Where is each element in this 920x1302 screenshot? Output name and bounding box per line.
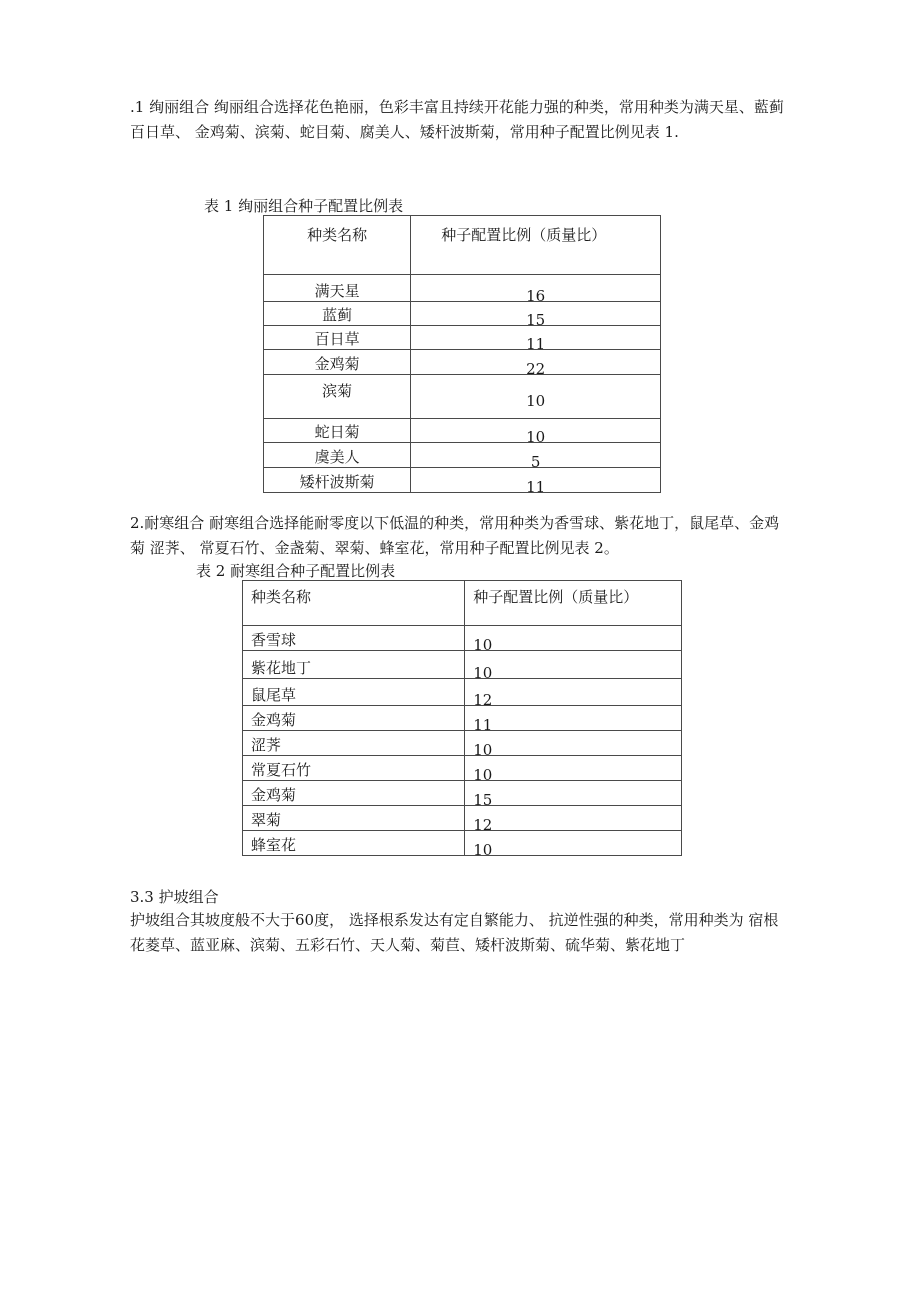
table1-species-cell: 百日草	[264, 326, 411, 350]
table1-ratio-cell: 15	[526, 311, 546, 329]
table1-caption: 表 1 绚丽组合种子配置比例表	[204, 197, 404, 215]
table2-species-cell: 金鸡菊	[243, 706, 465, 731]
table1-species-cell: 金鸡菊	[264, 350, 411, 375]
table-row	[264, 375, 661, 419]
table1-ratio-cell: 10	[526, 391, 546, 410]
table1-header-species: 种类名称	[264, 216, 411, 275]
table-row	[243, 679, 682, 706]
table2-ratio-cell: 10	[473, 766, 493, 784]
table2-species-cell: 常夏石竹	[243, 756, 465, 781]
table-row	[264, 326, 661, 350]
table2-ratio-cell: 11	[473, 716, 493, 734]
table2-ratio-cell: 10	[473, 636, 493, 654]
table1-ratio-cell: 11	[526, 478, 546, 496]
table-row	[243, 731, 682, 756]
table-row	[264, 302, 661, 326]
table-row	[243, 806, 682, 831]
table-row	[264, 350, 661, 375]
table1-ratio-cell: 16	[526, 287, 546, 305]
table1-ratio-cell: 5	[530, 453, 541, 471]
table2-ratio-cell: 12	[473, 691, 493, 709]
table2-species-cell: 涩荠	[243, 731, 465, 756]
table1-header-ratio: 种子配置比例（质量比）	[411, 216, 661, 275]
table1-species-cell: 满天星	[264, 275, 411, 302]
table1-species-cell: 滨菊	[264, 375, 411, 419]
table1-species-cell: 虞美人	[264, 443, 411, 468]
table1-ratio-cell: 22	[526, 360, 546, 378]
table1-species-cell: 蛇日菊	[264, 419, 411, 443]
table1-ratio-cell: 11	[526, 335, 546, 353]
table1-header-row	[264, 216, 661, 275]
table2-species-cell: 翠菊	[243, 806, 465, 831]
table2-species-cell: 鼠尾草	[243, 679, 465, 706]
section3-paragraph: 护坡组合其坡度般不大于60度， 选择根系发达有定自繁能力、 抗逆性强的种类，常用种类为 宿根花菱草、蓝亚麻、滨菊、五彩石竹、天人菊、菊苣、矮杆波斯菊、硫华菊、紫花地丁	[130, 911, 779, 954]
table-row	[243, 651, 682, 679]
table-row	[243, 831, 682, 856]
table-row	[243, 626, 682, 651]
table1-ratio-cell: 10	[526, 428, 546, 446]
table-row	[264, 443, 661, 468]
table-row	[264, 468, 661, 493]
table2-header-species: 种类名称	[243, 581, 465, 626]
table2-header-row	[243, 581, 682, 626]
table2-ratio-cell: 10	[473, 841, 493, 859]
table2-seed-ratio	[242, 580, 682, 859]
table2-ratio-cell: 12	[473, 816, 493, 834]
section3-heading: 3.3 护坡组合	[130, 888, 219, 906]
section1-paragraph: .1 绚丽组合 绚丽组合选择花色艳丽，色彩丰富且持续开花能力强的种类，常用种类为满天星、藍蓟 百日草、 金鸡菊、滨菊、蛇目菊、腐美人、矮杆波斯菊，常用种子配置比例见表 1.	[130, 98, 784, 141]
table2-species-cell: 香雪球	[243, 626, 465, 651]
table2-header-ratio: 种子配置比例（质量比）	[465, 581, 682, 626]
table1-species-cell: 矮杆波斯菊	[264, 468, 411, 493]
table2-ratio-cell: 10	[473, 741, 493, 759]
table-row	[243, 706, 682, 731]
table-row	[243, 781, 682, 806]
table-row	[243, 756, 682, 781]
table2-ratio-cell: 10	[473, 664, 493, 682]
section2-paragraph: 2.耐寒组合 耐寒组合选择能耐零度以下低温的种类，常用种类为香雪球、紫花地丁，鼠尾草、金鸡菊 涩荠、 常夏石竹、金盏菊、翠菊、蜂室花，常用种子配置比例见表 2。	[130, 514, 780, 557]
table2-species-cell: 蜂室花	[243, 831, 465, 856]
table2-ratio-cell: 15	[473, 791, 493, 809]
table1-seed-ratio	[263, 215, 661, 496]
table1-species-cell: 蓝蓟	[264, 302, 411, 326]
table2-species-cell: 紫花地丁	[243, 651, 465, 679]
table-row	[264, 419, 661, 443]
table2-species-cell: 金鸡菊	[243, 781, 465, 806]
table-row	[264, 275, 661, 302]
table2-caption: 表 2 耐寒组合种子配置比例表	[196, 562, 396, 580]
